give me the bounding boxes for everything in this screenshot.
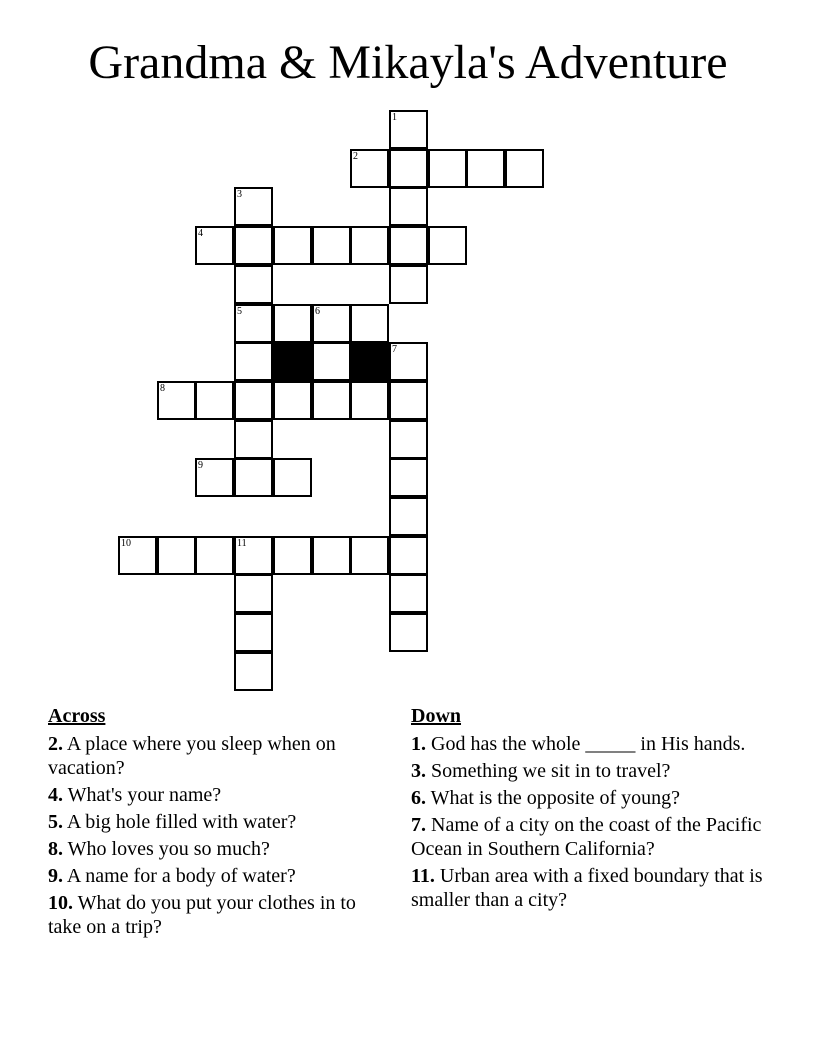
crossword-cell[interactable] [389, 420, 428, 459]
crossword-cell[interactable] [312, 536, 351, 575]
crossword-cell[interactable] [234, 574, 273, 613]
clue-num: 7. [411, 814, 426, 836]
crossword-cell[interactable] [505, 149, 544, 188]
crossword-cell[interactable] [195, 536, 234, 575]
clue-number: 11 [237, 538, 247, 549]
clue-number: 3 [237, 189, 242, 200]
across-clues [48, 704, 378, 942]
clue-text: What's your name? [63, 784, 222, 806]
clue-num: 11. [411, 865, 435, 887]
crossword-cell[interactable] [389, 381, 428, 420]
crossword-cell[interactable] [157, 536, 196, 575]
crossword-cell[interactable] [389, 226, 428, 265]
crossword-cell[interactable] [157, 381, 196, 420]
crossword-cell[interactable] [389, 110, 428, 149]
clue-text: What do you put your clothes in to take on a trip? [48, 892, 356, 938]
clue-text: Who loves you so much? [63, 838, 270, 860]
crossword-cell[interactable] [389, 342, 428, 381]
crossword-cell[interactable] [389, 458, 428, 497]
across-heading: Across [48, 705, 106, 727]
crossword-cell[interactable] [428, 149, 467, 188]
clue-text: What is the opposite of young? [426, 787, 681, 809]
crossword-cell[interactable] [234, 458, 273, 497]
clue-text: God has the whole _____ in His hands. [426, 733, 746, 755]
crossword-cell[interactable] [389, 187, 428, 226]
crossword-cell[interactable] [350, 149, 389, 188]
crossword-cell[interactable] [389, 497, 428, 536]
crossword-cell[interactable] [389, 265, 428, 304]
crossword-cell[interactable] [273, 226, 312, 265]
crossword-cell[interactable] [466, 149, 505, 188]
clue-num: 4. [48, 784, 63, 806]
crossword-cell[interactable] [389, 574, 428, 613]
clue-text: A place where you sleep when on vacation? [48, 733, 336, 779]
crossword-cell[interactable] [273, 381, 312, 420]
crossword-cell[interactable] [195, 458, 234, 497]
clue-num: 3. [411, 760, 426, 782]
crossword-cell[interactable] [118, 536, 157, 575]
crossword-cell[interactable] [234, 226, 273, 265]
down-heading: Down [411, 705, 462, 727]
crossword-cell[interactable] [234, 652, 273, 691]
down-clue [411, 864, 771, 912]
crossword-cell[interactable] [312, 304, 351, 343]
crossword-cell[interactable] [273, 536, 312, 575]
clue-number: 7 [392, 344, 397, 355]
down-clue [411, 813, 771, 861]
crossword-cell[interactable] [234, 265, 273, 304]
clue-text: Name of a city on the coast of the Pacific Ocean in Southern California? [411, 814, 762, 860]
clue-text: A name for a body of water? [63, 865, 296, 887]
clue-num: 1. [411, 733, 426, 755]
down-clues [411, 704, 771, 915]
clue-number: 10 [121, 538, 131, 549]
across-clue [48, 732, 378, 780]
clue-number: 1 [392, 112, 397, 123]
crossword-cell[interactable] [389, 536, 428, 575]
crossword-cell[interactable] [350, 536, 389, 575]
crossword-cell[interactable] [428, 226, 467, 265]
crossword-cell[interactable] [234, 381, 273, 420]
down-clue [411, 759, 771, 783]
crossword-cell[interactable] [195, 226, 234, 265]
clue-text: A big hole filled with water? [63, 811, 297, 833]
clue-num: 2. [48, 733, 63, 755]
clue-num: 6. [411, 787, 426, 809]
across-clue [48, 864, 378, 888]
crossword-cell[interactable] [350, 226, 389, 265]
crossword-cell[interactable] [234, 613, 273, 652]
crossword-cell[interactable] [350, 304, 389, 343]
crossword-block [273, 342, 312, 381]
crossword-cell[interactable] [195, 381, 234, 420]
crossword-cell[interactable] [389, 613, 428, 652]
crossword-cell[interactable] [234, 304, 273, 343]
crossword-cell[interactable] [273, 458, 312, 497]
puzzle-title: Grandma & Mikayla's Adventure [88, 36, 728, 89]
crossword-cell[interactable] [312, 342, 351, 381]
clue-number: 2 [353, 151, 358, 162]
clue-num: 9. [48, 865, 63, 887]
clue-number: 6 [315, 306, 320, 317]
clue-text: Urban area with a fixed boundary that is smaller than a city? [411, 865, 763, 911]
across-clue [48, 891, 378, 939]
clue-num: 5. [48, 811, 63, 833]
clue-number: 5 [237, 306, 242, 317]
clue-number: 8 [160, 383, 165, 394]
down-clue [411, 732, 771, 756]
clue-text: Something we sit in to travel? [426, 760, 671, 782]
across-clue [48, 810, 378, 834]
crossword-cell[interactable] [234, 187, 273, 226]
clue-number: 4 [198, 228, 203, 239]
crossword-cell[interactable] [312, 381, 351, 420]
crossword-cell[interactable] [273, 304, 312, 343]
crossword-block [350, 342, 389, 381]
crossword-cell[interactable] [234, 420, 273, 459]
clue-num: 10. [48, 892, 73, 914]
crossword-cell[interactable] [389, 149, 428, 188]
crossword-cell[interactable] [350, 381, 389, 420]
crossword-cell[interactable] [234, 342, 273, 381]
crossword-cell[interactable] [234, 536, 273, 575]
down-clue [411, 786, 771, 810]
clue-num: 8. [48, 838, 63, 860]
across-clue [48, 837, 378, 861]
across-clue [48, 783, 378, 807]
crossword-cell[interactable] [312, 226, 351, 265]
clue-number: 9 [198, 460, 203, 471]
